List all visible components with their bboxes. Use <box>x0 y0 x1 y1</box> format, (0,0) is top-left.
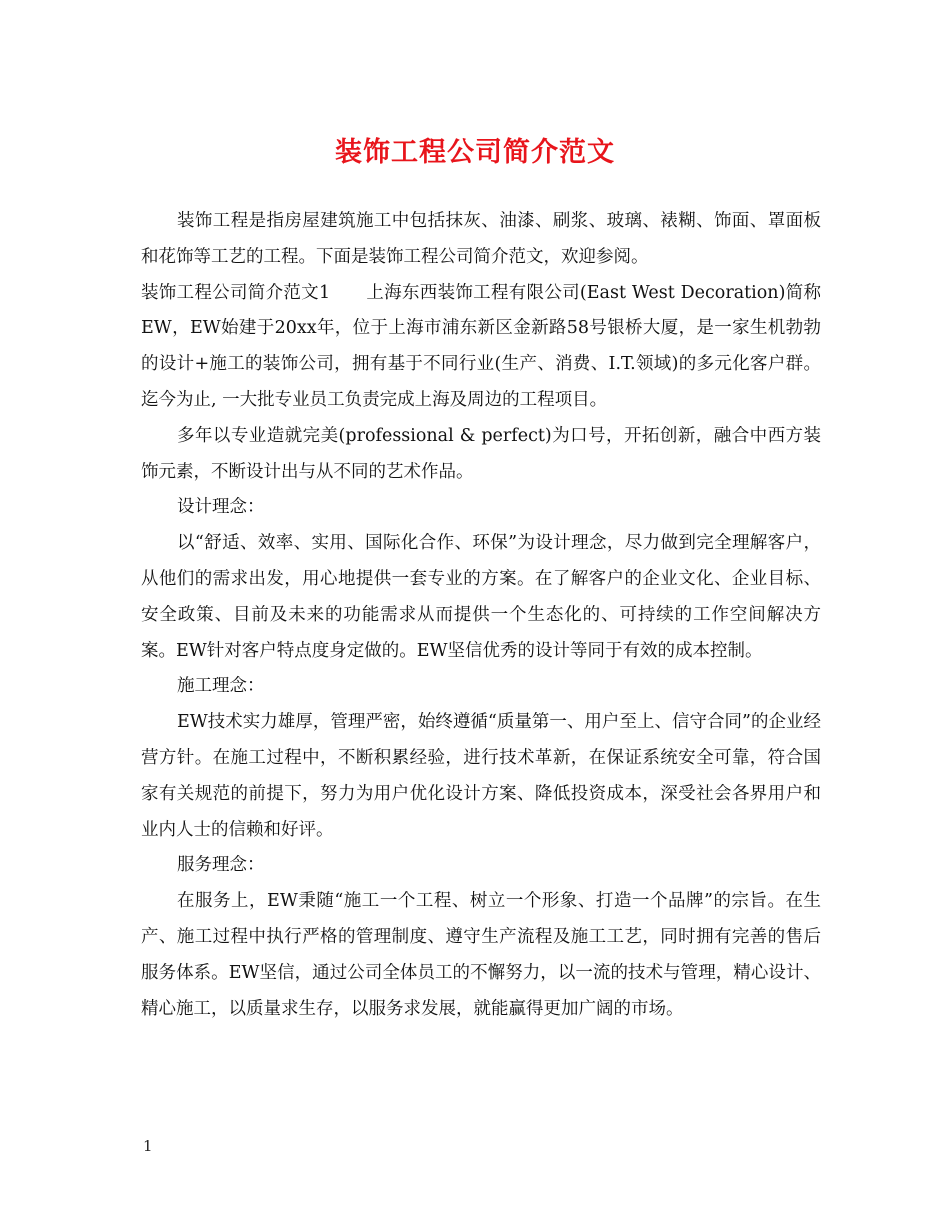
intro-paragraph: 装饰工程是指房屋建筑施工中包括抹灰、油漆、刷浆、玻璃、裱糊、饰面、罩面板和花饰等工艺的工程。下面是装饰工程公司简介范文，欢迎参阅。 <box>141 211 821 267</box>
page-number: 1 <box>143 1137 153 1155</box>
page-title: 装饰工程公司简介范文 <box>335 137 615 168</box>
service-paragraph: 在服务上，EW秉随“施工一个工程、树立一个形象、打造一个品牌”的宗旨。在生产、施工过程中执行严格的管理制度、遵守生产流程及施工工艺，同时拥有完善的售后服务体系。EW坚信，通过公司全体员工的不懈努力，以一流的技术与管理，精心设计、精心施工，以质量求生存，以服务求发展，就能赢得更加广阔的市场。 <box>141 891 821 1019</box>
service-label: 服务理念： <box>177 855 265 876</box>
construction-paragraph: EW技术实力雄厚，管理严密，始终遵循“质量第一、用户至上、信守合同”的企业经营方针。在施工过程中，不断积累经验，进行技术革新，在保证系统安全可靠，符合国家有关规范的前提下，努力为用户优化设计方案、降低投资成本，深受社会各界用户和业内人士的信赖和好评。 <box>141 712 821 840</box>
document-body <box>141 204 821 1027</box>
section-heading: 装饰工程公司简介范文1 <box>141 282 331 303</box>
design-label: 设计理念： <box>177 497 265 518</box>
construction-label: 施工理念： <box>177 676 265 697</box>
design-paragraph: 以“舒适、效率、实用、国际化合作、环保”为设计理念，尽力做到完全理解客户，从他们的需求出发，用心地提供一套专业的方案。在了解客户的企业文化、企业目标、安全政策、目前及未来的功能需求从而提供一个生态化的、可持续的工作空间解决方案。EW针对客户特点度身定做的。EW坚信优秀的设计等同于有效的成本控制。 <box>141 533 821 661</box>
company-intro-text: 上海东西装饰工程有限公司(East West Decoration)简称EW，EW始建于20xx年，位于上海市浦东新区金新路58号银桥大厦，是一家生机勃勃的设计+施工的装饰公司，拥有基于不同行业(生产、消费、I.T.领域)的多元化客户群。迄今为止, 一大批专业员工负责完成上海及周边的工程项目。 <box>141 282 822 410</box>
motto-paragraph: 多年以专业造就完美(professional & perfect)为口号，开拓创新，融合中西方装饰元素，不断设计出与从不同的艺术作品。 <box>141 425 821 482</box>
company-paragraph <box>141 276 821 419</box>
